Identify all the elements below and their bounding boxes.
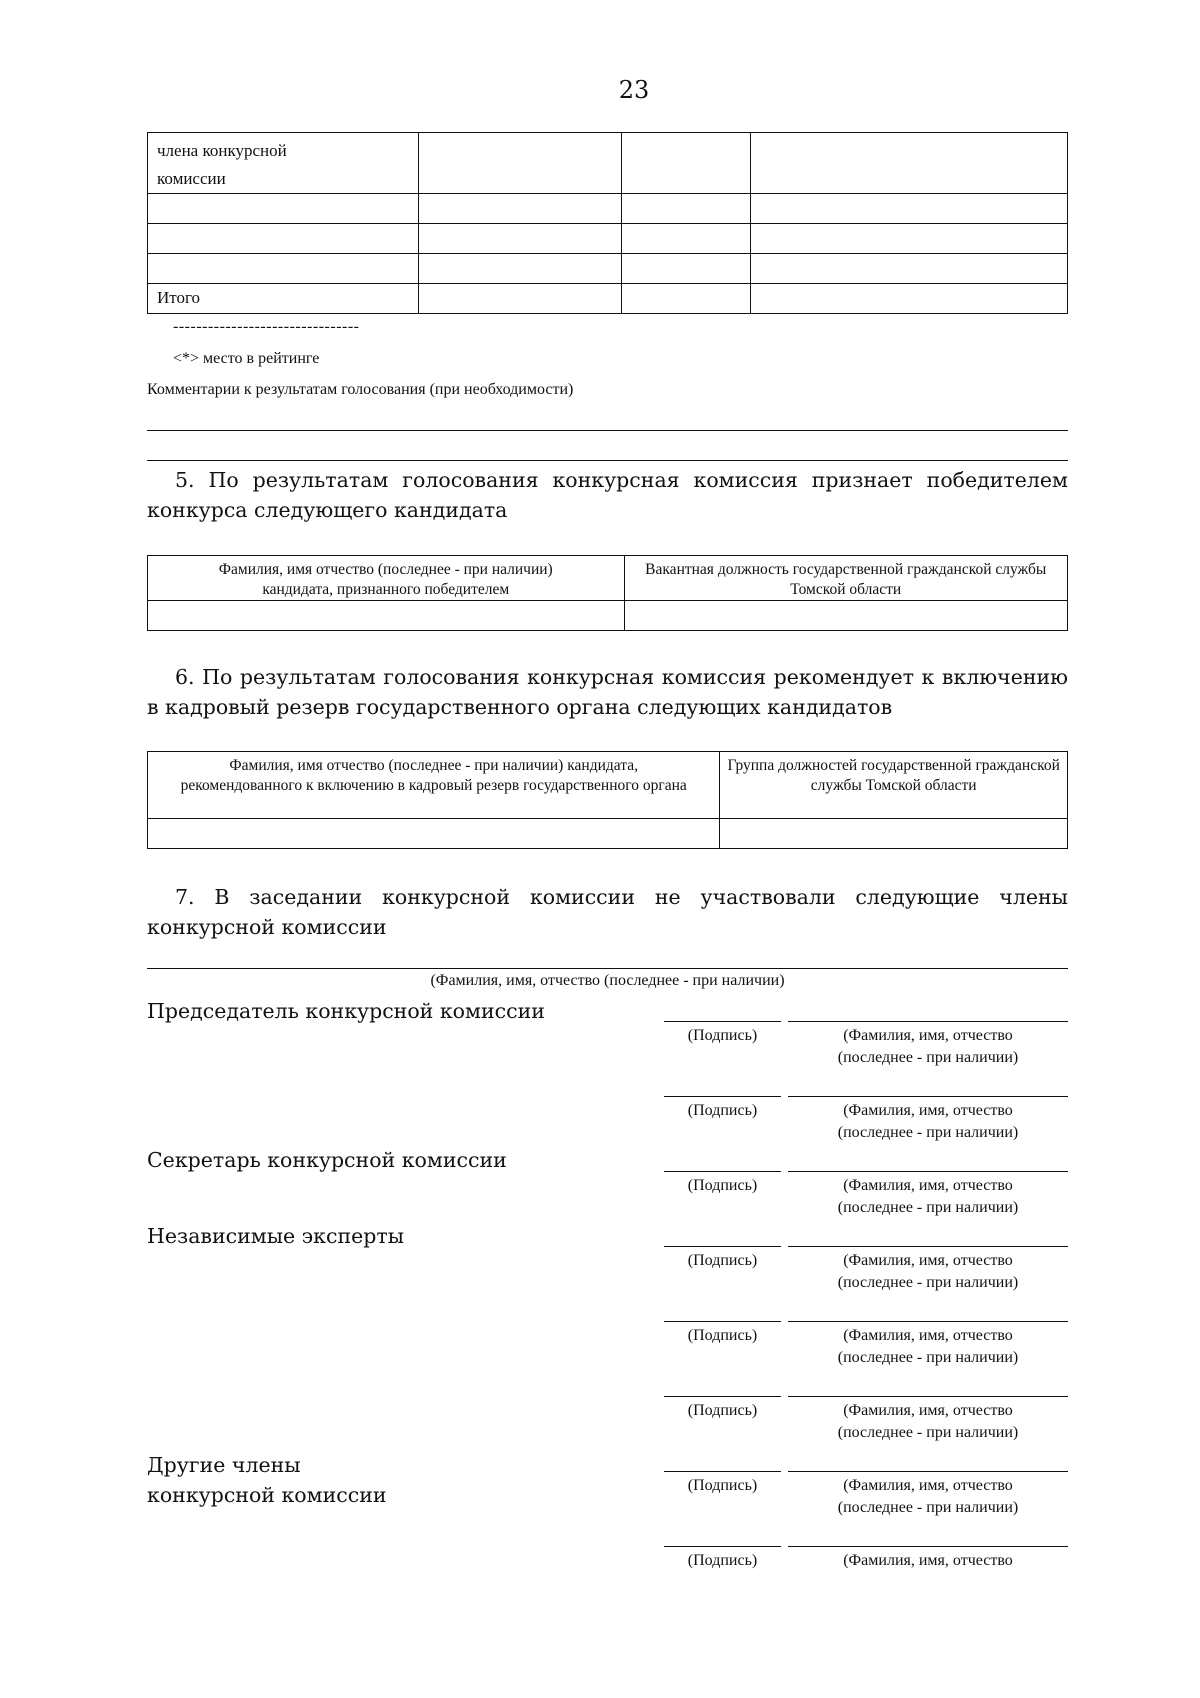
- others-label-line-2: конкурсной комиссии: [147, 1483, 387, 1507]
- name-caption-line-1: (Фамилия, имя, отчество: [843, 1027, 1013, 1044]
- section-6-text: 6. По результатам голосования конкурсная комиссия рекомендует к включению в кадровый резерв государственного органа следующих кандидатов: [147, 665, 1068, 719]
- name-caption-line-2: (последнее - при наличии): [837, 1349, 1019, 1366]
- signature-caption: (Подпись): [687, 1552, 758, 1569]
- signature-caption: (Подпись): [687, 1102, 758, 1119]
- name-line: [788, 1546, 1068, 1547]
- section-7-text: 7. В заседании конкурсной комиссии не участвовали следующие члены конкурсной комиссии: [147, 885, 1068, 939]
- signature-line: [664, 1021, 781, 1022]
- footnote-rule: --------------------------------: [173, 318, 360, 335]
- reserve-table: [147, 751, 1068, 849]
- name-caption-line-2: (последнее - при наличии): [837, 1124, 1019, 1141]
- comments-line-2: [147, 460, 1068, 461]
- name-caption-line-2: (последнее - при наличии): [837, 1274, 1019, 1291]
- comments-line-1: [147, 430, 1068, 431]
- signature-caption: (Подпись): [687, 1327, 758, 1344]
- signature-line: [664, 1471, 781, 1472]
- name-line: [788, 1096, 1068, 1097]
- page-number: 23: [618, 76, 650, 104]
- winner-name-header: Фамилия, имя отчество (последнее - при наличии) кандидата, признанного победителем: [218, 561, 553, 598]
- signature-caption: (Подпись): [687, 1027, 758, 1044]
- signature-caption: (Подпись): [687, 1252, 758, 1269]
- others-label-line-1: Другие члены: [147, 1453, 301, 1477]
- name-caption-line-2: (последнее - при наличии): [837, 1199, 1019, 1216]
- signature-line: [664, 1321, 781, 1322]
- reserve-candidate-header: Фамилия, имя отчество (последнее - при наличии) кандидата, рекомендованного к включению в кадровый резерв государственного органа: [180, 757, 687, 794]
- comments-label: Комментарии к результатам голосования (при необходимости): [147, 381, 574, 398]
- signature-line: [664, 1171, 781, 1172]
- table-row: [148, 601, 1068, 631]
- table-row: [148, 194, 1068, 224]
- name-caption-line-1: (Фамилия, имя, отчество: [843, 1402, 1013, 1419]
- name-caption-line-2: (последнее - при наличии): [837, 1424, 1019, 1441]
- name-caption-line-2: (последнее - при наличии): [837, 1049, 1019, 1066]
- name-caption-line-1: (Фамилия, имя, отчество: [843, 1252, 1013, 1269]
- chairman-label: Председатель конкурсной комиссии: [147, 999, 545, 1023]
- experts-label: Независимые эксперты: [147, 1224, 405, 1248]
- name-line: [788, 1321, 1068, 1322]
- name-line: [788, 1396, 1068, 1397]
- secretary-label: Секретарь конкурсной комиссии: [147, 1148, 507, 1172]
- name-caption-line-1: (Фамилия, имя, отчество: [843, 1327, 1013, 1344]
- signature-line: [664, 1396, 781, 1397]
- table-header-row: [148, 752, 1068, 819]
- position-group-header: Группа должностей государственной гражданской службы Томской области: [727, 757, 1060, 794]
- section-5-text: 5. По результатам голосования конкурсная комиссия признает победителем конкурса следующего кандидата: [147, 468, 1068, 522]
- name-line: [788, 1021, 1068, 1022]
- winner-table: [147, 555, 1068, 631]
- name-caption-line-1: (Фамилия, имя, отчество: [843, 1552, 1013, 1569]
- absent-members-caption: (Фамилия, имя, отчество (последнее - при наличии): [430, 972, 785, 989]
- name-line: [788, 1246, 1068, 1247]
- signature-caption: (Подпись): [687, 1477, 758, 1494]
- name-line: [788, 1471, 1068, 1472]
- rating-table: [147, 132, 1068, 314]
- footnote-text: <*> место в рейтинге: [173, 350, 320, 367]
- table-row: [148, 819, 1068, 849]
- signature-line: [664, 1096, 781, 1097]
- name-line: [788, 1171, 1068, 1172]
- name-caption-line-2: (последнее - при наличии): [837, 1499, 1019, 1516]
- signature-caption: (Подпись): [687, 1177, 758, 1194]
- table-row: [148, 284, 1068, 314]
- signature-caption: (Подпись): [687, 1402, 758, 1419]
- name-caption-line-1: (Фамилия, имя, отчество: [843, 1177, 1013, 1194]
- vacant-position-header: Вакантная должность государственной гражданской службы Томской области: [645, 561, 1047, 598]
- total-label: Итого: [157, 288, 201, 307]
- absent-members-line: [147, 968, 1068, 969]
- commission-member-label: члена конкурсной комиссии: [157, 141, 287, 188]
- table-row: [148, 224, 1068, 254]
- name-caption-line-1: (Фамилия, имя, отчество: [843, 1102, 1013, 1119]
- signature-line: [664, 1246, 781, 1247]
- name-caption-line-1: (Фамилия, имя, отчество: [843, 1477, 1013, 1494]
- table-row: [148, 133, 1068, 194]
- table-row: [148, 254, 1068, 284]
- signature-line: [664, 1546, 781, 1547]
- table-header-row: [148, 556, 1068, 601]
